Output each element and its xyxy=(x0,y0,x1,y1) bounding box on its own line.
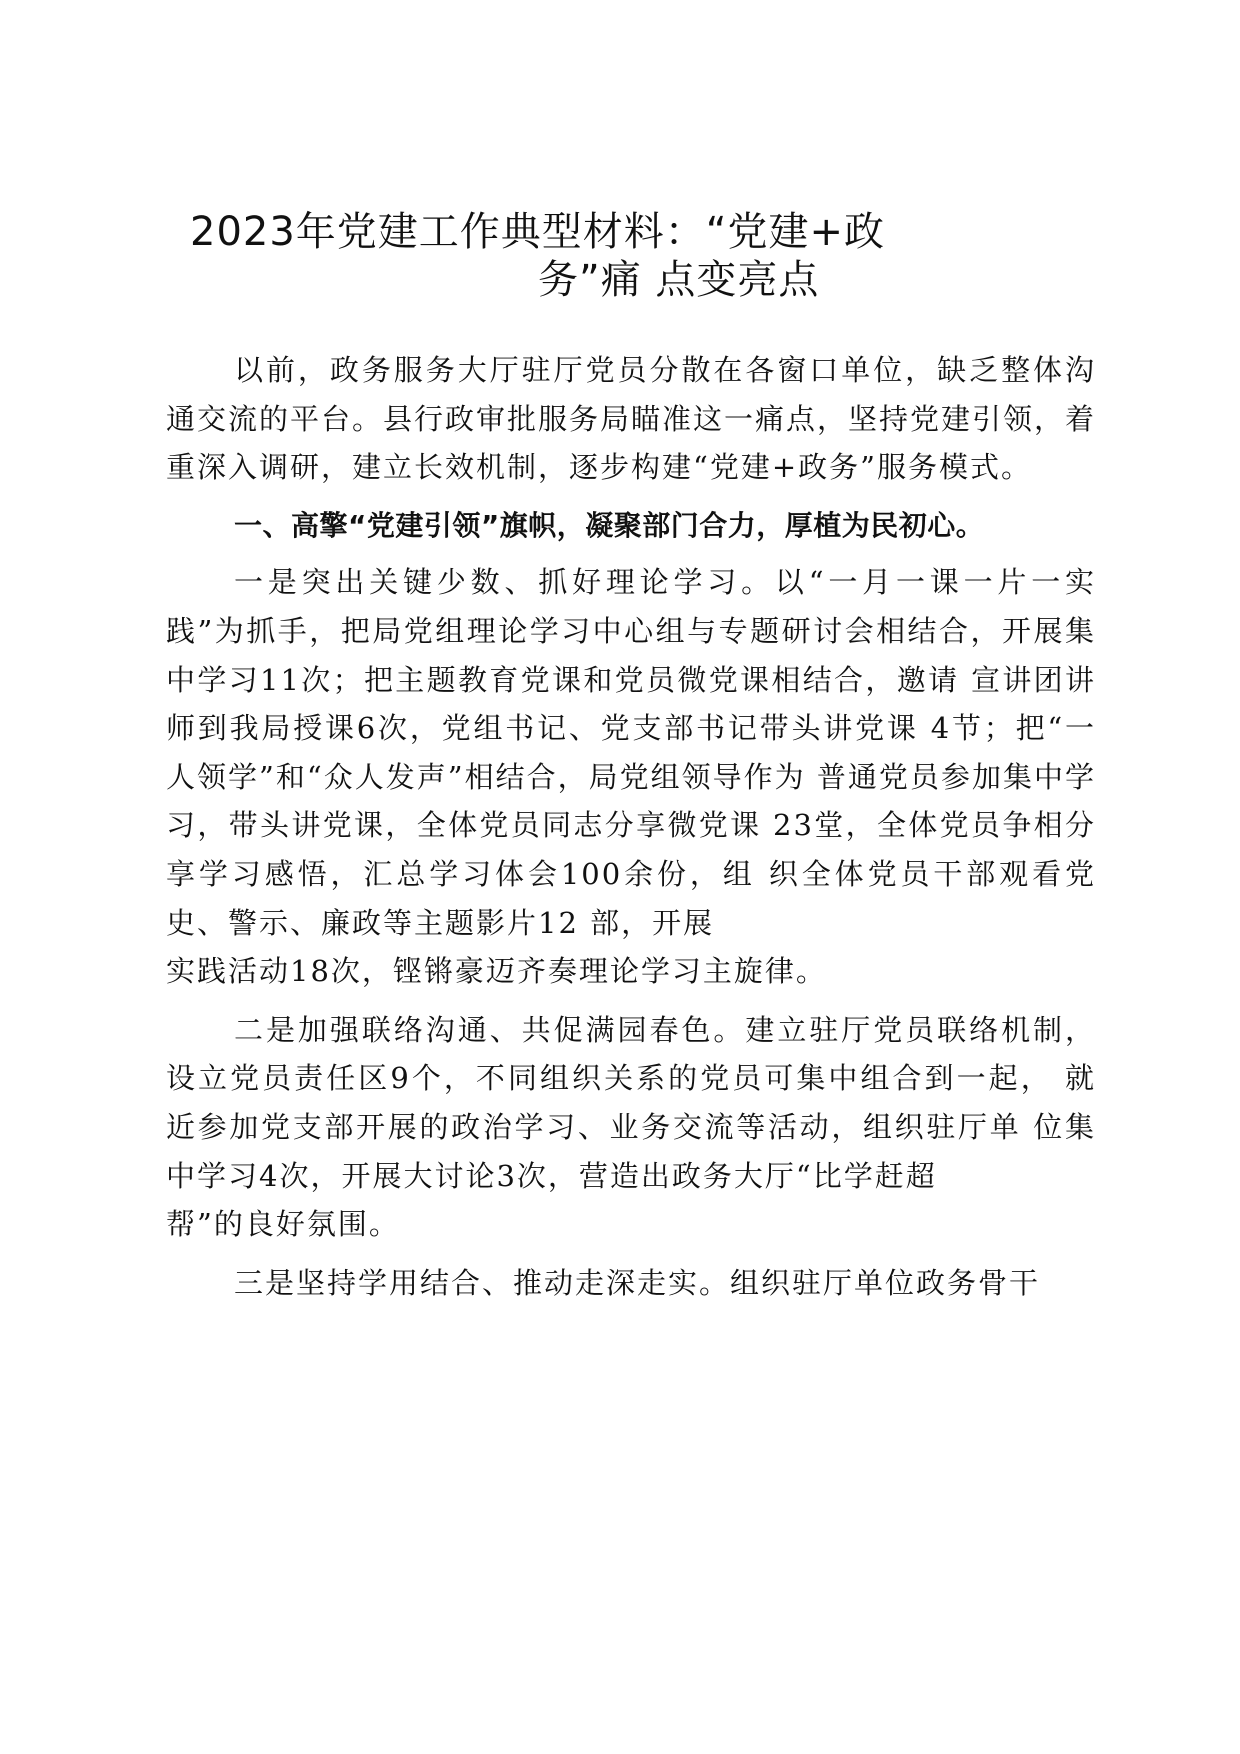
paragraph-1-continuation: 实践活动18次，铿锵豪迈齐奏理论学习主旋律。 xyxy=(166,954,827,989)
title-line-2: 务”痛 点变亮点 xyxy=(538,257,820,303)
intro-paragraph: 以前，政务服务大厅驻厅党员分散在各窗口单位，缺乏整体沟通交流的平台。县行政审批服务局瞄准这一痛点，坚持党建引领，着重深入调研，建立长效机制，逐步构建“党建+政务”服务模式。 xyxy=(166,353,1097,485)
paragraph-2-continuation: 帮”的良好氛围。 xyxy=(166,1207,400,1242)
paragraph-1: 一是突出关键少数、抓好理论学习。以“一月一课一片一实践”为抓手，把局党组理论学习中心组与专题研讨会相结合，开展集中学习11次；把主题教育党课和党员微党课相结合，邀请 宣讲团讲师到我局授课6次，党组书记、党支部书记带头讲党课 4节；把“一人领学”和“众人发声”相结合，局党组领导作为 普通党员参加集中学习，带头讲党课，全体党员同志分享微党课 23堂，全体党员争相分享学习感悟，汇总学习体会100余份，组 织全体党员干部观看党史、警示、廉政等主题影片12 部，开展 xyxy=(166,565,1096,940)
document-body xyxy=(166,346,1096,1307)
paragraph-3: 三是坚持学用结合、推动走深走实。组织驻厅单位政务骨干 xyxy=(234,1265,1041,1300)
title-line-1: 2023年党建工作典型材料：“党建+政 xyxy=(190,209,886,255)
section-heading-1: 一、高擎“党建引领”旗帜，凝聚部门合力，厚植为民初心。 xyxy=(234,508,985,542)
paragraph-2: 二是加强联络沟通、共促满园春色。建立驻厅党员联络机制，设立党员责任区9个，不同组织关系的党员可集中组合到一起， 就近参加党支部开展的政治学习、业务交流等活动，组织驻厅单 位集中学习4次，开展大讨论3次，营造出政务大厅“比学赶超 xyxy=(166,1012,1096,1193)
